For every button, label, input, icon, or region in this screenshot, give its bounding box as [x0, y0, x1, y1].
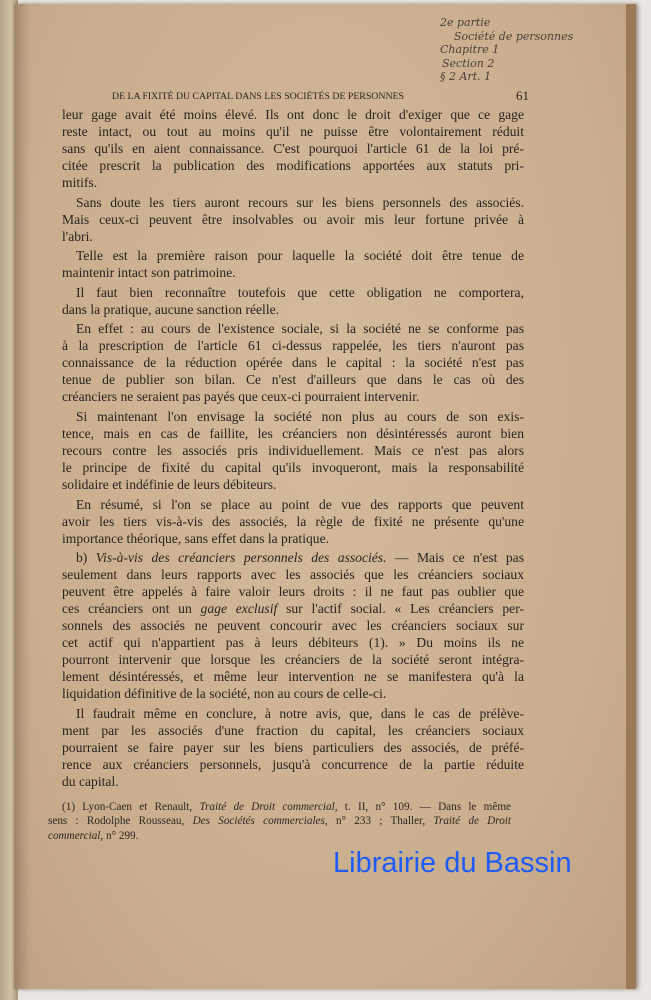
text-span: — Mais ce n'est pas — [386, 550, 524, 566]
text-line: Sans doute les tiers auront recours sur les biens personnels des associés. — [76, 194, 524, 210]
text-line: Il faut bien reconnaître toutefois que cette obligation ne comportera, — [76, 284, 524, 300]
text-line: lement désintéressés, et même leur intervention ne se manifestera qu'à la — [62, 669, 524, 685]
text-line: reste intact, ou tout au moins qu'il ne puisse être volontairement réduit — [62, 124, 524, 139]
italic-span: Des Sociétés commerciales — [192, 815, 325, 828]
text-line: tence, mais en cas de faillite, les créanciers non désintéressés auront bien — [62, 425, 524, 441]
paragraph — [62, 194, 524, 245]
text-line: mitifs. — [62, 175, 98, 190]
text-line: avoir les tiers vis-à-vis des associés, la règle de fixité ne présente qu'une — [62, 513, 524, 529]
text-line: ment par les associés d'une fraction du capital, les créanciers sociaux — [62, 722, 524, 738]
page-gutter-shadow — [14, 4, 30, 989]
text-line: solidaire et indéfinie de leurs débiteurs. — [62, 476, 277, 492]
text-span: (1) Lyon-Caen et Renault, — [62, 801, 200, 813]
footnote — [48, 800, 511, 846]
footnote-paragraph — [48, 800, 511, 843]
text-line: dans la pratique, aucune sanction réelle. — [62, 301, 280, 317]
text-span: b) — [76, 550, 96, 566]
italic-span: Traité de Droit — [433, 815, 512, 828]
text-line: à la prescription de l'article 61 ci-dessus rappelée, les tiers n'auront pas — [62, 338, 524, 354]
text-line: sans qu'ils en aient connaissance. C'est pourquoi l'article 61 de la loi pré- — [62, 141, 524, 156]
text-line: peuvent être appelés à faire valoir leurs droits : il ne faut pas oublier que — [62, 584, 524, 600]
text-line: le principe de fixité du capital qu'ils invoqueront, mais la responsabilité — [62, 459, 524, 475]
text-line — [48, 800, 511, 814]
text-line — [62, 600, 524, 617]
italic-span: gage exclusif — [200, 601, 278, 617]
text-line: cet actif qui n'appartient pas à leurs débiteurs (1). » Du moins ils ne — [62, 635, 524, 651]
watermark: Librairie du Bassin — [333, 847, 572, 879]
handwritten-note — [440, 16, 573, 84]
running-title: DE LA FIXITÉ DU CAPITAL DANS LES SOCIÉTÉS DE PERSONNES — [112, 91, 404, 102]
text-span: sur l'actif social. « Les créanciers per- — [277, 601, 524, 617]
paragraph — [62, 320, 524, 405]
text-line: seulement dans leurs rapports avec les associés que les créanciers sociaux — [62, 567, 524, 583]
text-span: ces créanciers ont un — [62, 601, 201, 617]
text-line: En effet : au cours de l'existence sociale, si la société ne se conforme pas — [76, 321, 524, 337]
text-line: importance théorique, sans effet dans la pratique. — [62, 530, 329, 546]
page-number: 61 — [516, 88, 529, 103]
text-line: connaissance de la réduction opérée dans le capital : la société n'est pas — [62, 355, 524, 371]
text-line: leur gage avait été moins élevé. Ils ont donc le droit d'exiger que ce gage — [62, 107, 524, 122]
italic-span: Traité de Droit commercial — [199, 801, 335, 813]
text-line — [62, 549, 524, 566]
text-span: , n° 233 ; Thaller, — [324, 815, 434, 828]
text-line: rence aux créanciers personnels, jusqu'à concurrence de la partie réduite — [62, 756, 524, 772]
text-line: recours contre les associés pris individuellement. Mais ce n'est pas alors — [62, 442, 524, 458]
text-line: En résumé, si l'on se place au point de vue des rapports que peuvent — [76, 496, 524, 512]
text-line: du capital. — [62, 773, 119, 789]
text-line: pourront intervenir que lorsque les créanciers de la société seront intégra- — [62, 652, 524, 668]
text-line — [48, 814, 511, 828]
text-span: sens : Rodolphe Rousseau, — [48, 815, 193, 828]
text-line: sonnels des associés ne peuvent concourir avec les créanciers sociaux sur — [62, 618, 524, 634]
body-text — [62, 106, 524, 792]
text-line: pourraient se faire payer sur les biens particuliers des associés, de préfé- — [62, 739, 524, 755]
paragraph — [62, 496, 524, 547]
paragraph — [62, 106, 524, 191]
text-line — [48, 829, 511, 843]
handwritten-line: Société de personnes — [454, 29, 574, 43]
text-line: Mais ceux-ci peuvent être insolvables ou avoir mis leur fortune privée à — [62, 211, 524, 227]
text-span: , t. II, n° 109. — Dans le même — [334, 801, 511, 813]
handwritten-line: Chapitre 1 — [440, 43, 500, 56]
paragraph — [62, 705, 524, 790]
handwritten-line: Section 2 — [442, 56, 495, 70]
text-line: Telle est la première raison pour laquelle la société doit être tenue de — [76, 248, 524, 264]
paragraph — [62, 284, 524, 318]
text-line: maintenir intact son patrimoine. — [62, 265, 236, 281]
text-line: Il faudrait même en conclure, à notre avis, que, dans le cas de prélève- — [76, 705, 524, 721]
text-line: l'abri. — [62, 228, 93, 244]
text-line: créanciers ne seraient pas payés que ceux-ci pourraient intervenir. — [62, 389, 420, 405]
text-line: tenue de publier son bilan. Ce n'est d'ailleurs que dans le cas où des — [62, 372, 524, 388]
text-span: , n° 299. — [100, 829, 139, 842]
handwritten-line: § 2 Art. 1 — [440, 70, 492, 83]
paragraph — [62, 549, 524, 702]
italic-span: Vis-à-vis des créanciers personnels des associés. — [95, 550, 387, 566]
handwritten-line: 2e partie — [440, 16, 491, 29]
paragraph — [62, 408, 524, 493]
paragraph — [62, 247, 524, 281]
text-line: liquidation définitive de la société, non au cours de celle-ci. — [62, 686, 387, 702]
text-line: citée prescrit la publication des modifications apportées aux statuts pri- — [62, 158, 524, 173]
text-line: Si maintenant l'on envisage la société non plus au cours de son exis- — [76, 408, 524, 424]
italic-span: commercial — [48, 829, 101, 842]
